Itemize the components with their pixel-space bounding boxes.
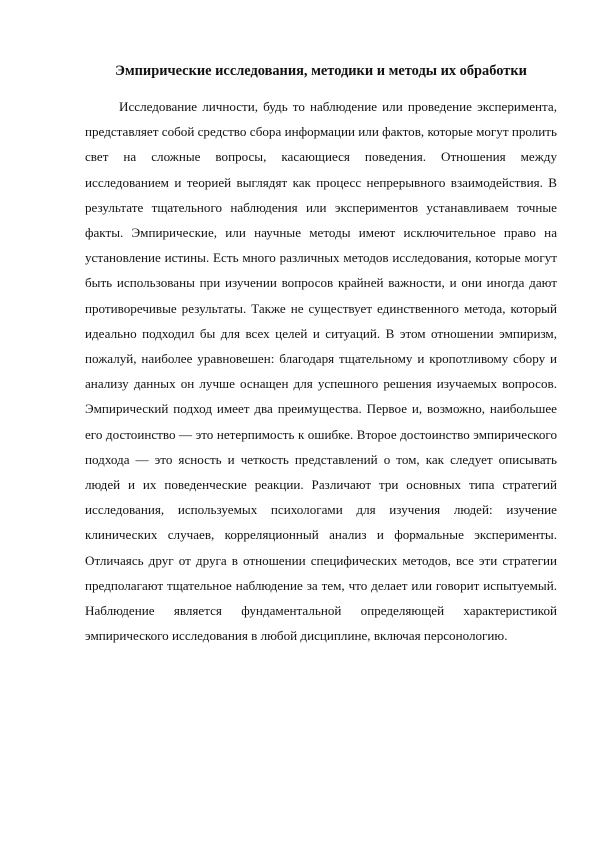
document-title: Эмпирические исследования, методики и методы их обработки xyxy=(115,63,527,79)
body-paragraph: Исследование личности, будь то наблюдение или проведение эксперимента, представляет собой средство сбора информации или фактов, которые могут пролить свет на сложные вопросы, касающиеся поведения. Отношения между исследованием и теорией выглядят как процесс непрерывного взаимодействия. В результате тщательного наблюдения или экспериментов устанавливаем точные факты. Эмпирические, или научные методы имеют исключительное право на установление истины. Есть много различных методов исследования, которые могут быть использованы при изучении вопросов крайней важности, и они иногда дают противоречивые результаты. Также не существует единственного метода, который идеально подходил бы для всех целей и ситуаций. В этом отношении эмпиризм, пожалуй, наиболее уравновешен: благодаря тщательному и кропотливому сбору и анализу данных он лучше оснащен для успешного решения изучаемых вопросов. Эмпирический подход имеет два преимущества. Первое и, возможно, наибольшее его достоинство — это нетерпимость к ошибке. Второе достоинство эмпирического подхода — это ясность и четкость представлений о том, как следует описывать людей и их поведенческие реакции. Различают три основных типа стратегий исследования, используемых психологами для изучения людей: изучение клинических случаев, корреляционный анализ и формальные эксперименты. Отличаясь друг от друга в отношении специфических методов, все эти стратегии предполагают тщательное наблюдение за тем, что делает или говорит испытуемый. Наблюдение является фундаментальной определяющей характеристикой эмпирического исследования в любой дисциплине, включая персонологию. xyxy=(85,99,557,644)
